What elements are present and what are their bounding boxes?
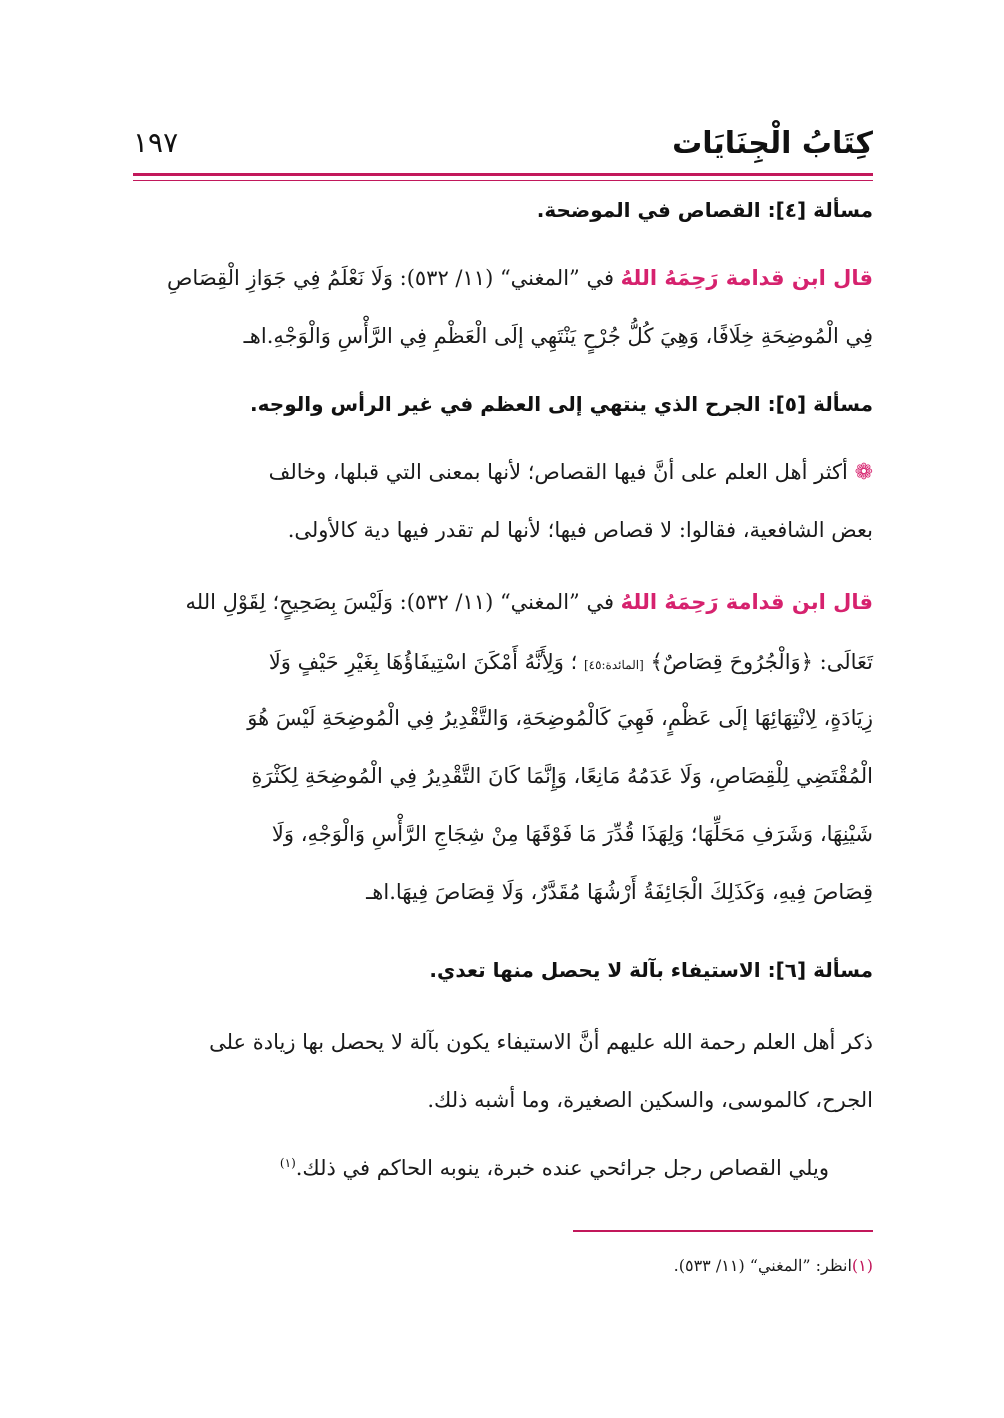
issue-label: مسألة [٦]:	[767, 958, 873, 982]
para-3-line-1	[133, 1156, 829, 1181]
quote-2-line-6: قِصَاصَ فِيهِ، وَكَذَلِكَ الْجَائِفَةُ أَرْشُهَا مُقَدَّرٌ، وَلَا قِصَاصَ فِيهَا.اهـ	[366, 880, 873, 904]
issue-5-heading	[133, 392, 873, 416]
issue-4-heading	[133, 198, 873, 222]
page-number: ١٩٧	[133, 126, 179, 159]
quran-verse: تَعَالَى: ﴿وَالْجُرُوحَ قِصَاصٌ﴾	[650, 650, 873, 674]
issue-label: مسألة [٥]:	[767, 392, 873, 416]
para-1-line-1	[133, 460, 873, 486]
header-rule-thin	[133, 180, 873, 181]
quote-speaker: قال ابن قدامة رَحِمَهُ اللهُ	[620, 266, 873, 290]
footnote-text: انظر: ”المغني“ (١١/ ٥٣٣).	[673, 1256, 852, 1275]
verse-reference: [المائدة:٤٥]	[583, 658, 644, 672]
issue-title: القصاص في الموضحة.	[536, 198, 761, 222]
para-text: أكثر أهل العلم على أنَّ فيها القصاص؛ لأنها بمعنى التي قبلها، وخالف	[268, 460, 848, 484]
book-page	[133, 0, 873, 1418]
quote-1-line-2: فِي الْمُوضِحَةِ خِلَافًا، وَهِيَ كُلُّ جُرْحٍ يَنْتَهِي إلَى الْعَظْمِ فِي الرَّأْسِ وَالْوَجْهِ.اهـ	[243, 324, 873, 348]
issue-title: الجرح الذي ينتهي إلى العظم في غير الرأس والوجه.	[250, 392, 761, 416]
footnote-rule	[573, 1230, 873, 1232]
issue-label: مسألة [٤]:	[767, 198, 873, 222]
para-text: ويلي القصاص رجل جرائحي عنده خبرة، ينوبه الحاكم في ذلك.	[295, 1156, 829, 1180]
page-header	[133, 126, 873, 166]
quote-2-line-2	[133, 650, 873, 675]
footnote	[133, 1256, 873, 1275]
quote-text: ؛ وَلِأَنَّهُ أَمْكَنَ اسْتِيفَاؤُهَا بِغَيْرِ حَيْفٍ وَلَا	[268, 650, 578, 674]
quote-1-line-1	[133, 266, 873, 291]
running-title: كِتَابُ الْجِنَايَات	[672, 126, 873, 161]
footnote-marker[interactable]: (١)	[279, 1156, 296, 1170]
quote-2-line-3: زِيَادَةٍ، لِانْتِهَائِهَا إلَى عَظْمٍ، فَهِيَ كَالْمُوضِحَةِ، وَالتَّقْدِيرُ فِي الْمُوضِحَةِ لَيْسَ هُوَ	[247, 706, 873, 730]
header-rule-thick	[133, 173, 873, 176]
quote-2-line-1	[133, 590, 873, 615]
quote-text: في ”المغني“ (١١/ ٥٣٢): وَلَا نَعْلَمُ فِي جَوَازِ الْقِصَاصِ	[167, 266, 614, 290]
issue-title: الاستيفاء بآلة لا يحصل منها تعدي.	[429, 958, 761, 982]
para-2-line-1: ذكر أهل العلم رحمة الله عليهم أنَّ الاستيفاء يكون بآلة لا يحصل بها زيادة على	[209, 1030, 873, 1054]
quote-text: في ”المغني“ (١١/ ٥٣٢): وَلَيْسَ بِصَحِيحٍ؛ لِقَوْلِ الله	[185, 590, 614, 614]
quote-speaker: قال ابن قدامة رَحِمَهُ اللهُ	[620, 590, 873, 614]
para-2-line-2: الجرح، كالموسى، والسكين الصغيرة، وما أشبه ذلك.	[427, 1088, 873, 1112]
quote-2-line-4: الْمُقْتَضِي لِلْقِصَاصِ، وَلَا عَدَمُهُ مَانِعًا، وَإِنَّمَا كَانَ التَّقْدِيرُ فِي الْمُوضِحَةِ لِكَثْرَةِ	[251, 764, 873, 788]
issue-6-heading	[133, 958, 873, 982]
quote-2-line-5: شَيْنِهَا، وَشَرَفِ مَحَلِّهَا؛ وَلِهَذَا قُدِّرَ مَا فَوْقَهَا مِنْ شِجَاجِ الرَّأْسِ وَالْوَجْهِ، وَلَا	[271, 822, 873, 846]
flower-ornament-icon: ❁	[854, 460, 873, 485]
footnote-number: (١)	[851, 1256, 873, 1275]
para-1-line-2: بعض الشافعية، فقالوا: لا قصاص فيها؛ لأنها لم تقدر فيها دية كالأولى.	[287, 518, 873, 542]
